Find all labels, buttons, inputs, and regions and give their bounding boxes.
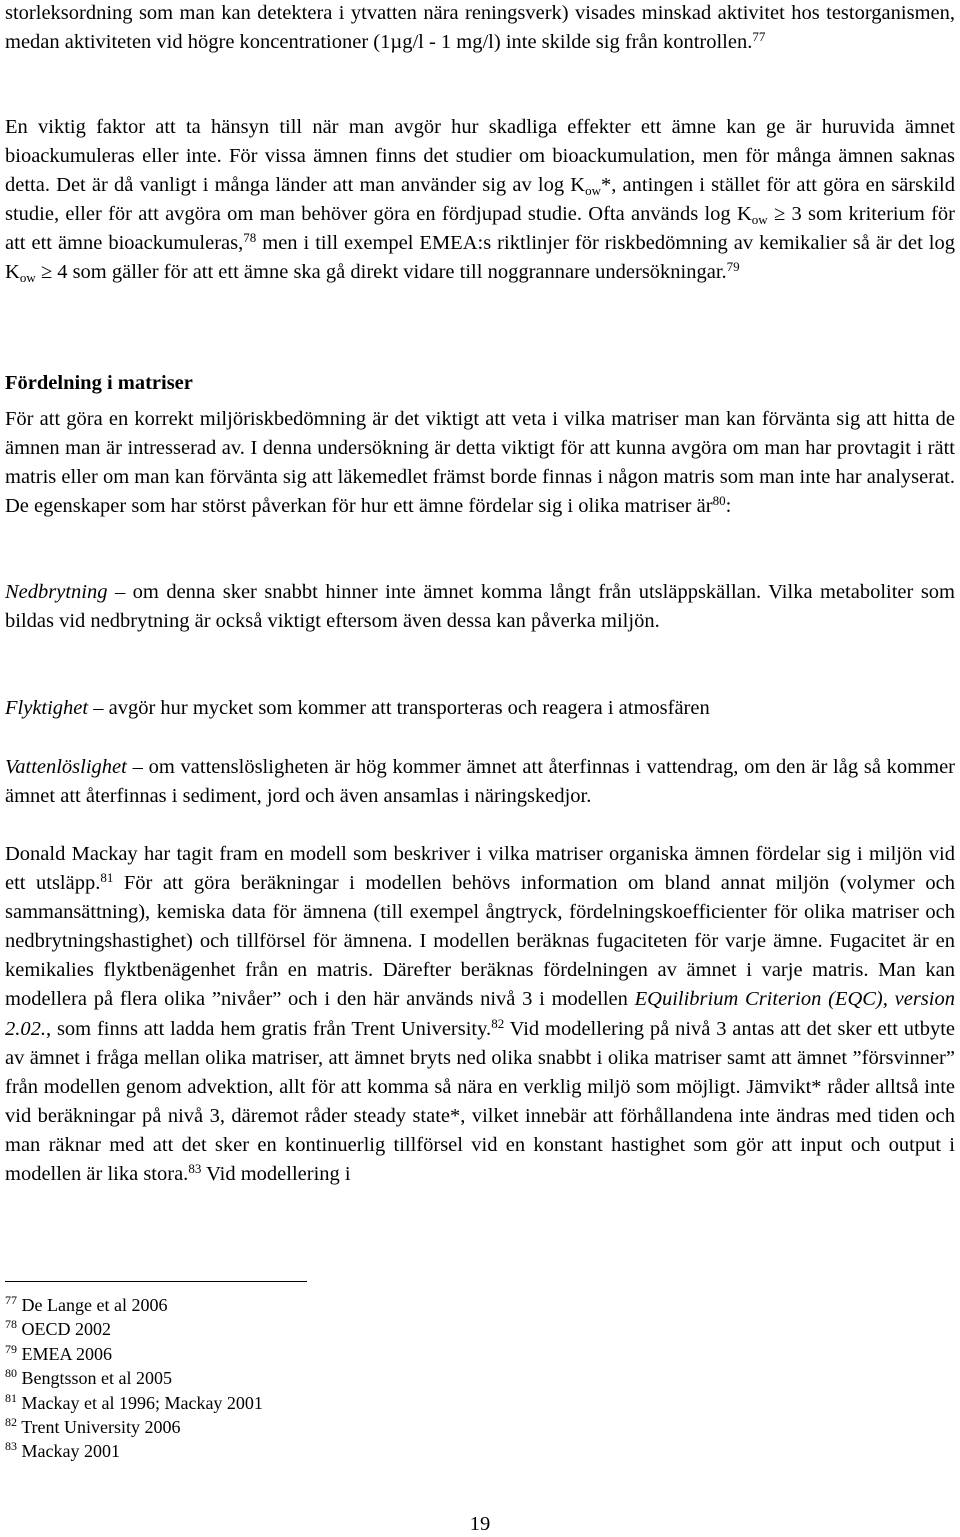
footnote-number: 79 bbox=[5, 1341, 17, 1356]
paragraph-mackay-model bbox=[5, 840, 955, 1189]
paragraph-text: men i till exempel EMEA:s riktlinjer för riskbedömning av kemikalier så är det log K bbox=[5, 232, 955, 284]
paragraph-text: storleksordning som man kan detektera i ytvatten nära reningsverk) visades minskad aktivitet hos testorganismen, medan aktiviteten vid högre koncentrationer (1µg/l - 1 mg/l) inte skilde sig från kontrollen. bbox=[5, 2, 955, 54]
subscript: ow bbox=[751, 212, 768, 228]
paragraph-text: ≥ 4 som gäller för att ett ämne ska gå direkt vidare till noggrannare undersökningar. bbox=[35, 261, 727, 284]
footnote-ref: 83 bbox=[188, 1161, 202, 1177]
paragraph-text: ≥ 3 som kriterium för att ett ämne bioackumuleras, bbox=[5, 203, 955, 255]
footnote bbox=[5, 1439, 263, 1463]
footnote-text: Mackay 2001 bbox=[21, 1441, 120, 1462]
paragraph-text: För att göra beräkningar i modellen behövs information om bland annat miljön (volymer och sammansättning), kemiska data för ämnena (till exempel ångtryck, fördelningskoefficienter för olika matriser och nedbrytningshastighet) och tillförsel för ämnena. I modellen beräknas fugaciteten för varje ämne. Fugacitet är en kemikalies flyktbenägenhet från en matris. Därefter beräknas fördelningen av ämnet i varje matris. Man kan modellera på flera olika ”nivåer” och i den här används nivå 3 i modellen bbox=[5, 872, 955, 1011]
footnote-text: EMEA 2006 bbox=[21, 1343, 113, 1364]
subscript: ow bbox=[585, 183, 601, 199]
paragraph-text: *, antingen i stället för att göra en särskild studie, eller för att avgöra om man behöver göra en fördjupad studie. Ofta används log K bbox=[5, 174, 955, 226]
footnote-ref: 81 bbox=[100, 870, 114, 886]
footnote bbox=[5, 1317, 263, 1341]
paragraph-degradation bbox=[5, 578, 955, 636]
term-label: Nedbrytning bbox=[5, 581, 108, 603]
term-label: Flyktighet bbox=[5, 697, 89, 719]
footnote-ref: 77 bbox=[752, 29, 766, 45]
footnote-number: 81 bbox=[5, 1390, 17, 1405]
footnote bbox=[5, 1293, 263, 1317]
paragraph-bioaccumulation bbox=[5, 113, 955, 288]
model-name: EQuilibrium Criterion (EQC), version 2.02. bbox=[5, 988, 955, 1040]
paragraph-text: En viktig faktor att ta hänsyn till när man avgör hur skadliga effekter ett ämne kan ge är huruvida ämnet bioackumuleras eller inte. För vissa ämnen finns det studier om bioackumulation, men för många ämnen saknas detta. Det är då vanligt i många länder att man använder sig av log K bbox=[5, 116, 955, 197]
paragraph-water-solubility bbox=[5, 753, 955, 811]
footnote-text: De Lange et al 2006 bbox=[21, 1295, 168, 1315]
footnote bbox=[5, 1391, 263, 1415]
paragraph-text: – om denna sker snabbt hinner inte ämnet komma långt från utsläppskällan. Vilka metaboliter som bildas vid nedbrytning är också viktigt eftersom även dessa kan påverka miljön. bbox=[5, 581, 955, 633]
footnote-number: 77 bbox=[5, 1293, 17, 1307]
footnote-text: Trent University 2006 bbox=[21, 1417, 181, 1438]
footnote-separator bbox=[5, 1281, 307, 1282]
paragraph-matrices bbox=[5, 405, 955, 521]
footnote-text: Bengtsson et al 2005 bbox=[21, 1368, 172, 1389]
footnotes bbox=[5, 1293, 263, 1464]
footnote-ref: 78 bbox=[243, 230, 257, 246]
footnote bbox=[5, 1366, 263, 1390]
subscript: ow bbox=[19, 270, 36, 286]
term-label: Vattenlöslighet bbox=[5, 756, 127, 778]
paragraph-text: Donald Mackay har tagit fram en modell som beskriver i vilka matriser organiska ämnen fördelar sig i miljön vid ett utsläpp. bbox=[5, 843, 955, 895]
footnote-number: 80 bbox=[5, 1366, 17, 1381]
section-heading: Fördelning i matriser bbox=[5, 372, 193, 394]
paragraph-intro-continuation bbox=[5, 0, 955, 57]
footnote-number: 82 bbox=[5, 1415, 17, 1430]
footnote-ref: 82 bbox=[491, 1015, 505, 1031]
paragraph-text: För att göra en korrekt miljöriskbedömning är det viktigt att veta i vilka matriser man kan förvänta sig att hitta de ämnen man är intresserad av. I denna undersökning är detta viktigt för att kunna avgöra om man har provtagit i rätt matris eller om man kan förvänta sig att läkemedlet främst borde finnas i någon matris som man inte har analyserat. De egenskaper som har störst påverkan för hur ett ämne fördelar sig i olika matriser är bbox=[5, 408, 955, 518]
footnote-ref: 79 bbox=[726, 259, 740, 275]
footnote-text: Mackay et al 1996; Mackay 2001 bbox=[21, 1392, 263, 1413]
paragraph-text: Vid modellering på nivå 3 antas att det sker ett utbyte av ämnet i fråga mellan olika matriser, att ämnet bryts ned olika snabbt i olika matriser samt att ämnet ”försvinner” från modellen genom advektion, allt för att komma så nära en verklig miljö som möjligt. Jämvikt* råder alltså inte vid beräkningar på nivå 3, däremot råder steady state*, vilket innebär att förhållandena inte ändras med tiden och man räknar med att det sker en kontinuerlig tillförsel vid en konstant hastighet som gör att input och output i modellen är lika stora. bbox=[5, 1017, 956, 1186]
paragraph-text: Vid modellering i bbox=[201, 1163, 351, 1186]
paragraph-text: : bbox=[725, 495, 732, 518]
paragraph-text: – om vattenslösligheten är hög kommer ämnet att återfinnas i vattendrag, om den är låg så kommer ämnet att återfinnas i sediment, jord och även ansamlas i näringskedjor. bbox=[5, 756, 955, 808]
footnote bbox=[5, 1415, 263, 1439]
footnote bbox=[5, 1342, 263, 1366]
paragraph-text: – avgör hur mycket som kommer att transporteras och reagera i atmosfären bbox=[88, 697, 710, 719]
footnote-number: 78 bbox=[5, 1317, 17, 1332]
footnote-number: 83 bbox=[5, 1439, 17, 1454]
footnote-text: OECD 2002 bbox=[21, 1319, 111, 1340]
paragraph-text: , som finns att ladda hem gratis från Trent University. bbox=[46, 1017, 492, 1040]
footnote-ref: 80 bbox=[712, 493, 726, 509]
paragraph-volatility bbox=[5, 694, 955, 723]
page-number: 19 bbox=[469, 1513, 491, 1535]
